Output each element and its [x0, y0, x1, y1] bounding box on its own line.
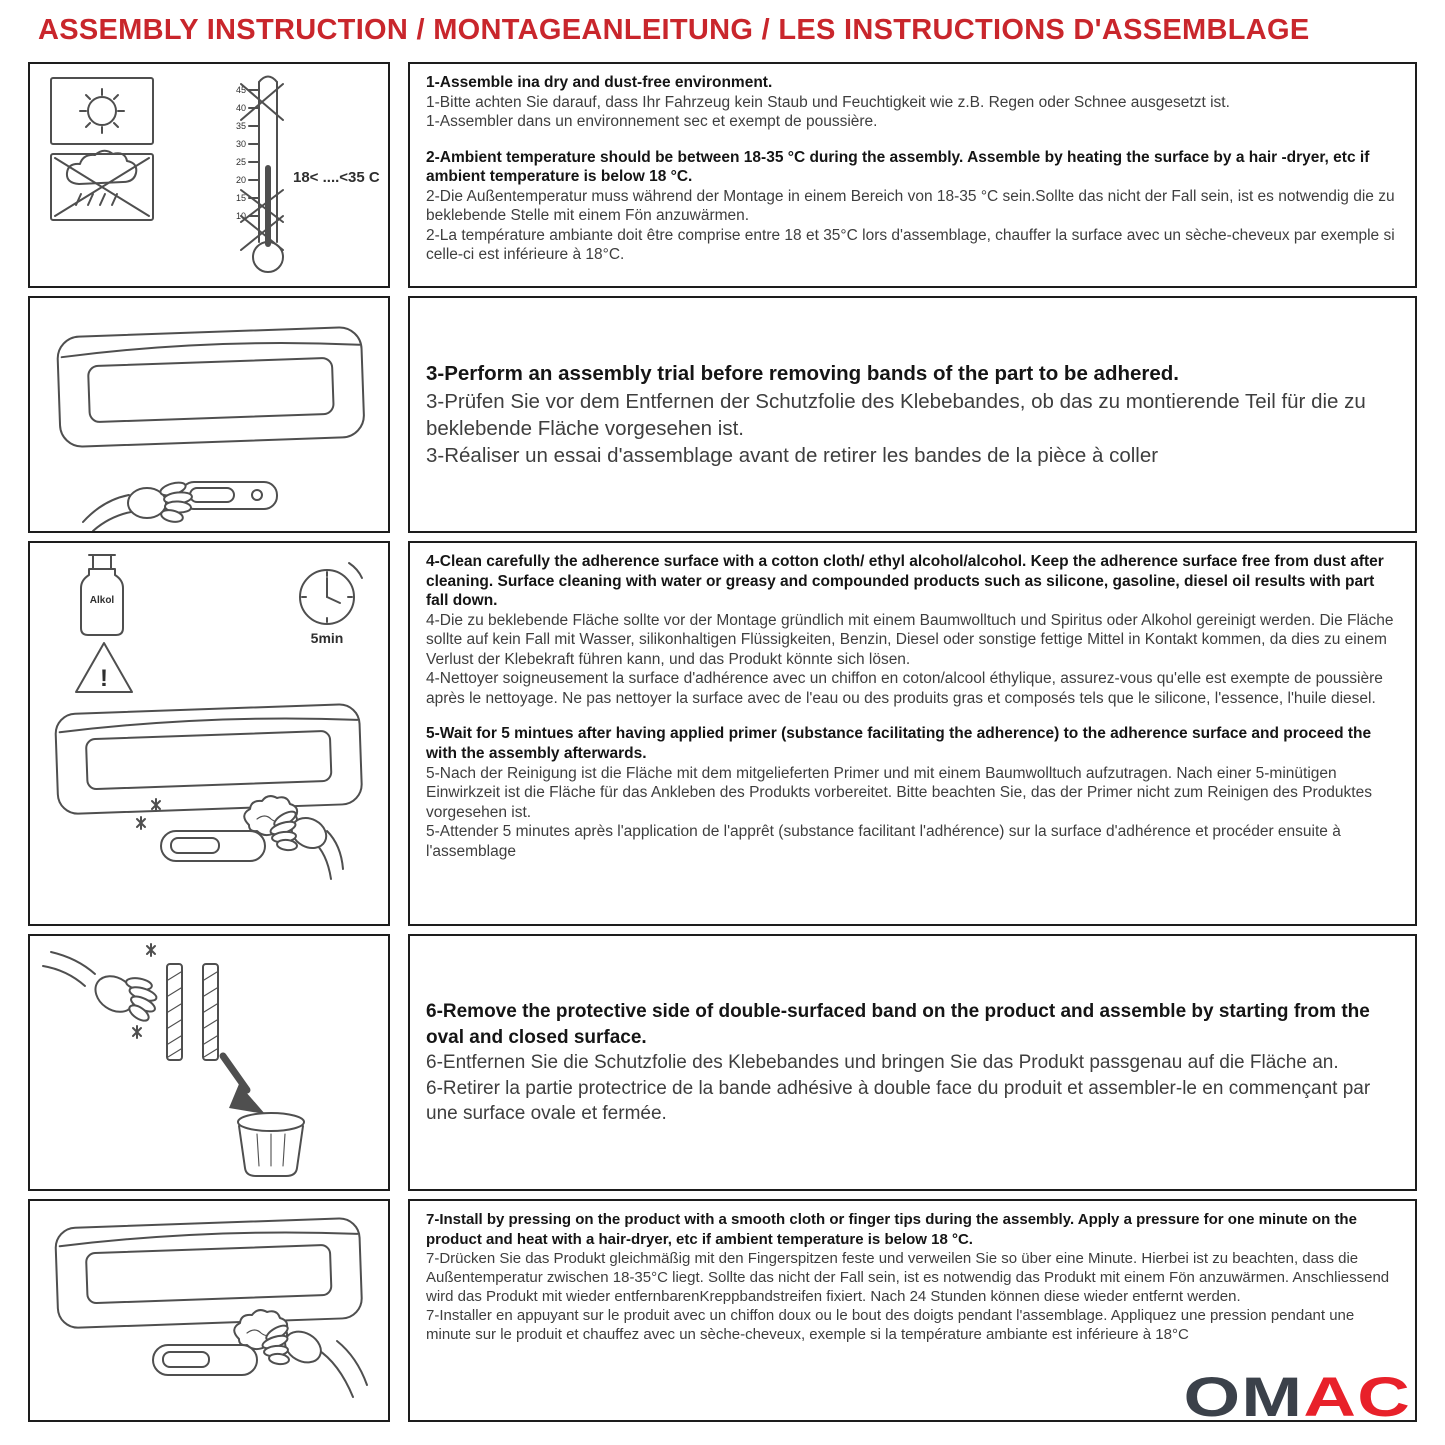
textbox-step-4-5 [408, 541, 1417, 926]
hand-icon [43, 952, 158, 1024]
car-trim-illustration [55, 1218, 362, 1329]
illustration-environment [28, 62, 390, 288]
svg-text:25: 25 [235, 157, 246, 168]
step3-en: 3-Perform an assembly trial before removing bands of the part to be adhered. [426, 362, 1179, 386]
section-row-1 [28, 62, 1417, 288]
textbox-step-3 [408, 296, 1417, 533]
sun-icon [51, 78, 153, 144]
svg-text:20: 20 [235, 175, 246, 186]
section-row-4 [28, 934, 1417, 1191]
step6-en: 6-Remove the protective side of double-surfaced band on the product and assemble by starting from the oval and closed surface. [426, 1001, 1370, 1048]
svg-text:5min: 5min [310, 630, 344, 647]
step1-de: 1-Bitte achten Sie darauf, dass Ihr Fahrzeug kein Staub und Feuchtigkeit wie z.B. Regen oder Schnee ausgesetzt ist. [426, 93, 1230, 111]
press-illustration-svg [31, 1201, 387, 1420]
temperature-range-label: 18< ....<35 C [293, 169, 380, 187]
step4-fr: 4-Nettoyer soigneusement la surface d'adhérence avec un chiffon en coton/alcool éthylique, assurez-vous qu'elle est exempte de poussière après le nettoyage. Ne pas nettoyer la surface avec de l'eau ou des produits gras et composés tels que le silicone, l'essence, l'huile diesel. [426, 670, 1383, 707]
section-row-2 [28, 296, 1417, 533]
rain-crossed-icon [51, 151, 153, 220]
svg-text:40: 40 [235, 103, 246, 114]
illustration-cleaning [28, 541, 390, 926]
svg-text:Alkol: Alkol [89, 595, 115, 607]
page-title: ASSEMBLY INSTRUCTION / MONTAGEANLEITUNG / LES INSTRUCTIONS D'ASSEMBLAGE [38, 14, 1310, 46]
step6-fr: 6-Retirer la partie protectrice de la bande adhésive à double face du produit et assembler-le en commençant par une surface ovale et fermée. [426, 1077, 1371, 1125]
omac-logo-dark: OM [1183, 1365, 1304, 1428]
step7-de: 7-Drücken Sie das Produkt gleichmäßig mit den Fingerspitzen feste und verweilen Sie so über eine Minute. Hierbei ist zu beachten, dass die Außentemperatur zwischen 18-35°C liegt. Sollte das nicht der Fall sein, ist es notwendig das Produkt mit einem Fön anzuwärmen. Anschliessend wird das Produkt mit wieder entfernbarenKreppbandstreifen fixiert. Nach 24 Stunden können diese wieder entfernt werden. [426, 1249, 1390, 1306]
svg-text:10: 10 [235, 211, 246, 222]
trial-illustration-svg [31, 298, 387, 531]
step2-en: 2-Ambient temperature should be between 18-35 °C during the assembly. Assemble by heating the surface by a hair -dryer, etc if ambient temperature is below 18 °C. [426, 148, 1370, 186]
tape-strips-icon [167, 964, 218, 1060]
omac-logo [1183, 1365, 1411, 1428]
step6-de: 6-Entfernen Sie die Schutzfolie des Klebebandes und bringen Sie das Produkt passgenau auf die Fläche an. [426, 1052, 1339, 1074]
alcohol-bottle-icon [81, 555, 123, 635]
svg-text:15: 15 [235, 193, 246, 204]
environment-illustration-svg [31, 64, 387, 286]
step4-en: 4-Clean carefully the adherence surface with a cotton cloth/ ethyl alcohol/alcohol. Keep the adherence surface free from dust after cleaning. Surface cleaning with water or greasy and compounded products such as silicone, gasoline, diesel oil results with part fall down. [426, 553, 1384, 610]
illustration-press [28, 1199, 390, 1422]
svg-text:!: ! [100, 665, 108, 693]
step1-fr: 1-Assembler dans un environnement sec et exempt de poussière. [426, 113, 878, 131]
step1-en: 1-Assemble ina dry and dust-free environment. [426, 74, 773, 92]
illustration-peel [28, 934, 390, 1191]
svg-text:35: 35 [235, 121, 246, 132]
thermometer-icon [236, 77, 283, 273]
step7-en: 7-Install by pressing on the product with a smooth cloth or finger tips during the assembly. Apply a pressure for one minute on the product and heat with a hair-dryer, etc if ambient temperature is below 18 °C. [426, 1211, 1357, 1248]
cleaning-illustration-svg [31, 543, 387, 924]
peel-illustration-svg [31, 936, 387, 1189]
omac-logo-red: AC [1303, 1365, 1411, 1428]
step3-fr: 3-Réaliser un essai d'assemblage avant de retirer les bandes de la pièce à coller [426, 444, 1159, 468]
step2-de: 2-Die Außentemperatur muss während der Montage in einem Bereich von 18-35 °C sein.Sollte das nicht der Fall sein, ist es notwendig die zu beklebende Stelle mit einem Fön anzuwärmen. [426, 187, 1395, 225]
svg-text:45: 45 [235, 85, 246, 96]
step5-fr: 5-Attender 5 minutes après l'application de l'apprêt (substance facilitant l'adhérence) sur la surface d'adhérence et procéder ensuite à l'assemblage [426, 823, 1341, 860]
car-trim-illustration [57, 327, 365, 448]
trash-can-icon [238, 1113, 304, 1176]
warning-triangle-icon [76, 643, 132, 692]
arrow-icon [223, 1056, 265, 1114]
clock-icon [300, 563, 362, 646]
textbox-step-6 [408, 934, 1417, 1191]
section-row-3 [28, 541, 1417, 926]
step4-de: 4-Die zu beklebende Fläche sollte vor der Montage gründlich mit einem Baumwolltuch und Spiritus oder Alkohol gereinigt werden. Die Fläche sollte auf kein Fall mit Wasser, silikonhaltigen Flüssigkeiten, Benzin, Diesel oder sonstige fettige Mittel in Kontakt kommen, da dies zu einem Verlust der Klebekraft führen kann, und das Produkt könnte sich lösen. [426, 611, 1394, 668]
svg-text:30: 30 [235, 139, 246, 150]
textbox-step-1-2 [408, 62, 1417, 288]
step7-fr: 7-Installer en appuyant sur le produit avec un chiffon doux ou le bout des doigts pendant l'assemblage. Appliquez une pression pendant une minute sur le produit et chauffez avec un sèche-cheveux, exemple si la température ambiante est inférieure à 18°C [426, 1307, 1355, 1344]
illustration-trial [28, 296, 390, 533]
step2-fr: 2-La température ambiante doit être comprise entre 18 et 35°C lors d'assemblage, chauffer la surface avec un sèche-cheveux par exemple si celle-ci est inférieure à 18°C. [426, 226, 1395, 264]
step3-de: 3-Prüfen Sie vor dem Entfernen der Schutzfolie des Klebebandes, ob das zu montierende Teil für die zu beklebende Fläche vorgesehen ist. [426, 389, 1366, 440]
step5-de: 5-Nach der Reinigung ist die Fläche mit dem mitgelieferten Primer und mit einem Baumwolltuch aufzutragen. Nach einer 5-minütigen Einwirkzeit ist die Fläche für das Ankleben des Produkts vorbereitet. Bitte beachten Sie, das der Primer nicht zum Reinigen des Produktes vorgesehen ist. [426, 764, 1372, 821]
trim-part-and-hand-icon [83, 480, 277, 531]
step5-en: 5-Wait for 5 mintues after having applied primer (substance facilitating the adherence) to the adherence surface and proceed the with the assembly afterwards. [426, 725, 1372, 762]
wiping-illustration [55, 704, 362, 879]
